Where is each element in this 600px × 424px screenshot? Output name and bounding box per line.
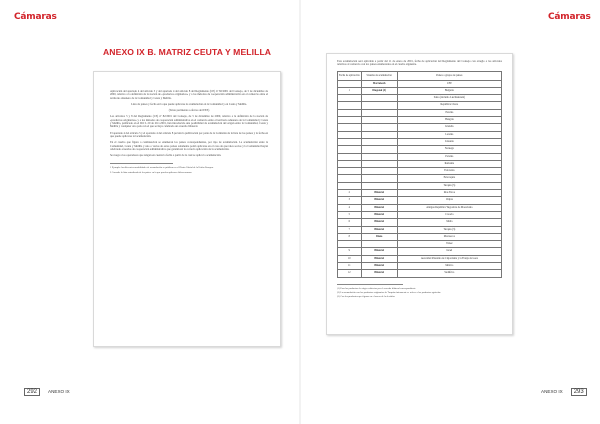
cumulation-system-cell: Diaza (361, 233, 397, 240)
folio-label: ANEXO IX (541, 389, 563, 394)
table-row (338, 255, 502, 262)
cumulation-system-cell: Bilateral (361, 204, 397, 211)
cumulation-system-cell (361, 102, 397, 109)
country-cell: Hungría (397, 117, 501, 124)
cumulation-system-cell: Diagonal (4) (361, 87, 397, 94)
row-number-cell: 11 (338, 263, 362, 270)
country-cell: Islandia (397, 124, 501, 131)
table-row (338, 263, 502, 270)
cumulation-system-cell: Bilateral (361, 270, 397, 277)
country-cell: Malta (397, 219, 501, 226)
country-cell: Eslovaquia (397, 175, 501, 182)
country-cell: Islas Feroe (397, 190, 501, 197)
row-number-cell (338, 117, 362, 124)
cumulation-system-cell (361, 138, 397, 145)
cumulation-system-cell: Bilateral (361, 255, 397, 262)
row-number-cell: 9 (338, 248, 362, 255)
left-doc-paragraph: Se ruega a los operadores que tengan en cuenta la fecha a partir de la cual se aplica la acumulación. (110, 154, 222, 158)
left-doc-paragraph: Aplicación del apartado 4 del artículo 5 y del apartado 4 del artículo 8 del Reglamento (CE) nº 82/2001 del Consejo, de 5 de diciembre de 2000, relativo a la definición de la noción de «productos originarios» y a los métodos de cooperación administrativa en el comercio entre el territorio aduanero de la Comunidad y Ceuta y Melilla. (110, 90, 268, 100)
right-doc-footnote: (1) Para los productos de origen cubiertos por el acuerdo bilateral correspondiente. (337, 286, 417, 290)
country-cell: Turquía (5) (397, 182, 501, 189)
cumulation-system-cell (361, 117, 397, 124)
cumulation-system-cell (361, 124, 397, 131)
country-cell: Estonia (397, 109, 501, 116)
table-header-cell: Países o grupos de países (397, 71, 501, 80)
page-spread-divider (299, 0, 301, 424)
table-header-row (338, 71, 502, 80)
country-cell: Turquía (3) (397, 226, 501, 233)
table-row (338, 197, 502, 204)
row-number-cell: 4 (338, 204, 362, 211)
folio-right (541, 388, 587, 396)
country-cell: Túnez (397, 241, 501, 248)
row-number-cell: 3 (338, 197, 362, 204)
cumulation-system-cell (361, 109, 397, 116)
table-row (338, 168, 502, 175)
left-doc-footnote: 2 Consulte la lista actualizada de los países en la que pueden aplicarse dichas normas. (110, 170, 192, 174)
cumulation-system-cell (361, 95, 397, 102)
table-row (338, 117, 502, 124)
left-doc-paragraph: Lista de países y fecha en la que puede aplicarse la acumulación en la Comunidad y en Ceuta y Melilla. (131, 102, 247, 106)
cumulation-system-cell (361, 153, 397, 160)
country-cell: Noruega (397, 146, 501, 153)
row-number-cell (338, 124, 362, 131)
footnote-rule (110, 163, 173, 164)
cumulation-system-cell (361, 175, 397, 182)
country-cell: Bulgaria (397, 87, 501, 94)
country-cell: Antigua República Yugoslava de Macedonia (397, 204, 501, 211)
table-row (338, 248, 502, 255)
country-cell: Suiza (incluido Liechtenstein) (397, 95, 501, 102)
country-cell: Sudáfrica (397, 270, 501, 277)
country-cell: Lituania (397, 138, 501, 145)
section-title: ANEXO IX B. MATRIZ CEUTA Y MELILLA (103, 47, 272, 57)
country-cell: República Checa (397, 102, 501, 109)
row-number-cell (338, 102, 362, 109)
table-row (338, 87, 502, 94)
cumulation-system-cell: Marrakech (361, 80, 397, 87)
row-number-cell (338, 160, 362, 167)
table-row (338, 146, 502, 153)
table-row (338, 219, 502, 226)
table-header-cell: Fecha de aplicación (338, 71, 362, 80)
cumulation-system-cell: Bilateral (361, 226, 397, 233)
row-number-cell (338, 80, 362, 87)
row-number-cell: 10 (338, 255, 362, 262)
row-number-cell (338, 146, 362, 153)
table-row (338, 109, 502, 116)
table-row (338, 233, 502, 240)
cumulation-system-cell: Bilateral (361, 219, 397, 226)
left-doc-paragraph: El apartado 4 del artículo 5 y el apartado 4 del artículo 8 prevén la publicación por parte de la Comisión de la lista de los países y la fecha en que puede aplicarse tal acumulación. (110, 131, 268, 138)
table-row (338, 160, 502, 167)
row-number-cell (338, 95, 362, 102)
row-number-cell (338, 182, 362, 189)
cumulation-system-cell: Bilateral (361, 263, 397, 270)
row-number-cell: 5 (338, 211, 362, 218)
table-row (338, 95, 502, 102)
page-number: 292 (24, 388, 40, 396)
cumulation-system-cell: Bilateral (361, 190, 397, 197)
table-row (338, 241, 502, 248)
cumulation-matrix-table (337, 71, 502, 278)
table-row (338, 80, 502, 87)
row-number-cell (338, 138, 362, 145)
table-row (338, 175, 502, 182)
row-number-cell: 12 (338, 270, 362, 277)
country-cell: Letonia (397, 131, 501, 138)
footnote-rule (337, 284, 403, 285)
table-row (338, 182, 502, 189)
row-number-cell: 2 (338, 190, 362, 197)
camaras-logo-left: Cámaras (14, 12, 57, 22)
left-doc-paragraph: En el cuadro que figura a continuación se enumeran los países correspondientes, por tipo de acumulación. La acumulación entre la Comunidad, Ceuta y Melilla y uno o varios de estos países solamente podrá aplicarse en el caso de que tales socios y la Comunidad hayan celebrado acuerdos de cooperación administrativa que garanticen la correcta aplicación de la acumulación. (110, 141, 268, 151)
table-row (338, 190, 502, 197)
folio-label: ANEXO IX (48, 389, 70, 394)
row-number-cell (338, 168, 362, 175)
cumulation-system-cell (361, 160, 397, 167)
table-row (338, 102, 502, 109)
row-number-cell: 6 (338, 219, 362, 226)
row-number-cell (338, 131, 362, 138)
table-row (338, 270, 502, 277)
right-document-scan (326, 53, 513, 335)
folio-left (24, 388, 70, 396)
country-cell: Eslovenia (397, 168, 501, 175)
row-number-cell (338, 153, 362, 160)
cumulation-system-cell (361, 131, 397, 138)
table-header-cell: Sistema de acumulación (361, 71, 397, 80)
row-number-cell (338, 241, 362, 248)
row-number-cell (338, 109, 362, 116)
left-doc-footnote: 1 Ejemplo: las diferentes modalidades de acumulación se publican en el Diario Oficial de la Unión Europea. (110, 166, 214, 170)
left-doc-paragraph: Los artículos 5 y 8 del Reglamento (CE) nº 82/2001 del Consejo, de 5 de diciembre de 2000, relativo a la definición de la noción de «productos originarios» y a los métodos de cooperación administrativa en el comercio entre el territorio aduanero de la Comunidad y Ceuta y Melilla, publicado en el DO L 20 de 20.1.2001, han introducido una posibilidad de acumulación del origen entre la Comunidad, Ceuta y Melilla y cualquier otro país con el que se haya celebrado un acuerdo bilateral. (110, 115, 268, 129)
country-cell: Marruecos (397, 233, 501, 240)
table-row (338, 153, 502, 160)
table-row (338, 211, 502, 218)
right-doc-footnote: (3) Con los productos que figuran en el anexo de la decisión. (337, 295, 396, 299)
left-document-scan (93, 71, 281, 347)
country-cell: Croacia (397, 211, 501, 218)
camaras-logo-right: Cámaras (548, 12, 591, 22)
cumulation-system-cell: Bilateral (361, 197, 397, 204)
row-number-cell: 7 (338, 226, 362, 233)
right-doc-footnote: (2) La acumulación con los productos originarios de Turquía únicamente se refiere a los productos agrícolas. (337, 290, 441, 294)
left-doc-paragraph: (Texto pertinente a efectos del EEE) (168, 109, 210, 113)
cumulation-system-cell: Bilateral (361, 248, 397, 255)
table-row (338, 131, 502, 138)
country-cell: CEE (397, 80, 501, 87)
row-number-cell: 1 (338, 87, 362, 94)
country-cell: México (397, 263, 501, 270)
country-cell: Polonia (397, 153, 501, 160)
right-doc-intro: Esta acumulación será aplicable a partir del 11 de enero de 2001, fecha de aplicación del Reglamento del Consejo con arreglo a los artículos relativos al comercio con los países enumerados en el cuadro siguiente. (337, 60, 502, 67)
table-row (338, 138, 502, 145)
row-number-cell (338, 175, 362, 182)
cumulation-system-cell (361, 146, 397, 153)
table-row (338, 124, 502, 131)
cumulation-system-cell (361, 182, 397, 189)
country-cell: Israel (397, 248, 501, 255)
country-cell: Chipre (397, 197, 501, 204)
cumulation-system-cell (361, 168, 397, 175)
page-number: 293 (571, 388, 587, 396)
cumulation-system-cell (361, 241, 397, 248)
country-cell: Autoridad Palestina de Cisjordania y la Franja de Gaza (397, 255, 501, 262)
cumulation-system-cell: Bilateral (361, 211, 397, 218)
row-number-cell: 8 (338, 233, 362, 240)
table-row (338, 204, 502, 211)
table-row (338, 226, 502, 233)
country-cell: Rumanía (397, 160, 501, 167)
